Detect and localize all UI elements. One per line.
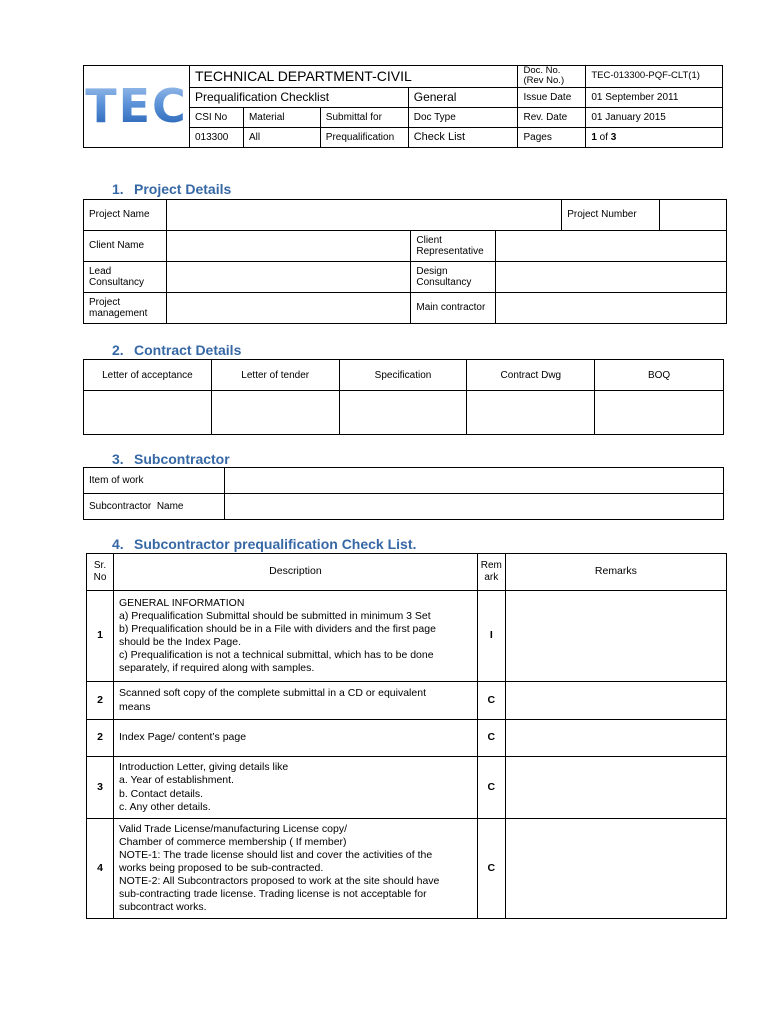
design-consultancy-value[interactable] — [496, 262, 727, 293]
client-name-label: Client Name — [84, 231, 167, 262]
col-header-remark: Rem ark — [477, 554, 505, 591]
contract-header: BOQ — [595, 360, 724, 391]
project-name-label: Project Name — [84, 200, 167, 231]
contract-header: Letter of acceptance — [84, 360, 212, 391]
checklist-remarks-cell[interactable] — [505, 720, 726, 757]
lead-consultancy-value[interactable] — [166, 262, 410, 293]
submittal-label: Submittal for — [320, 107, 408, 127]
rev-date-label: Rev. Date — [518, 107, 586, 127]
doc-type-label: Doc Type — [408, 107, 518, 127]
pages-label: Pages — [518, 127, 586, 147]
item-of-work-label: Item of work — [84, 468, 225, 494]
document-category: General — [408, 87, 518, 107]
contract-header: Contract Dwg — [467, 360, 595, 391]
project-management-value[interactable] — [166, 293, 410, 324]
client-name-value[interactable] — [166, 231, 410, 262]
subcontractor-name-label: Subcontractor Name — [84, 494, 225, 520]
checklist-description-line: c) Prequalification is not a technical submittal, which has to be done — [118, 649, 434, 662]
checklist-remarks-cell[interactable] — [505, 682, 726, 720]
csi-value: 013300 — [189, 127, 243, 147]
checklist-description-line: means — [118, 700, 151, 713]
checklist-row — [87, 757, 727, 819]
checklist-row — [87, 720, 727, 757]
contract-value-cell[interactable] — [595, 391, 724, 435]
section-heading-contract-details: 2. Contract Details — [112, 342, 242, 358]
subcontractor-name-value[interactable] — [224, 494, 723, 520]
doc-no-label: Doc. No. (Rev No.) — [518, 66, 586, 88]
checklist-remark-code: C — [477, 720, 505, 757]
rev-date-value: 01 January 2015 — [586, 107, 723, 127]
doc-type-value: Check List — [408, 127, 518, 147]
checklist-description-line: b) Prequalification should be in a File with dividers and the first page — [118, 622, 436, 635]
subcontractor-table — [83, 467, 724, 520]
section-heading-subcontractor: 3. Subcontractor — [112, 451, 230, 467]
checklist-sr-no: 2 — [87, 720, 114, 757]
lead-consultancy-label: Lead Consultancy — [84, 262, 167, 293]
checklist-sr-no: 2 — [87, 682, 114, 720]
company-logo — [84, 66, 190, 148]
section-heading-checklist: 4. Subcontractor prequalification Check List. — [112, 536, 417, 552]
checklist-sr-no: 4 — [87, 819, 114, 919]
checklist-description-line: should be the Index Page. — [118, 636, 241, 648]
checklist-description — [113, 720, 477, 757]
checklist-description-line: separately, if required along with samples. — [118, 662, 315, 675]
project-management-label: Project management — [84, 293, 167, 324]
checklist-description-line: works being proposed to be sub-contracted. — [118, 861, 324, 874]
client-representative-label: Client Representative — [411, 231, 496, 262]
issue-date-value: 01 September 2011 — [586, 87, 723, 107]
main-contractor-label: Main contractor — [411, 293, 496, 324]
project-number-label: Project Number — [562, 200, 660, 231]
design-consultancy-label: Design Consultancy — [411, 262, 496, 293]
submittal-value: Prequalification — [320, 127, 408, 147]
checklist-sr-no: 1 — [87, 591, 114, 682]
checklist-remarks-cell[interactable] — [505, 757, 726, 819]
csi-label: CSI No — [189, 107, 243, 127]
contract-header: Specification — [339, 360, 467, 391]
checklist-description-line: Introduction Letter, giving details like — [118, 761, 289, 774]
project-number-value[interactable] — [660, 200, 727, 231]
project-name-value[interactable] — [166, 200, 561, 231]
checklist-description — [113, 757, 477, 819]
col-header-sr-no: Sr. No — [87, 554, 114, 591]
section-heading-project-details: 1. Project Details — [112, 181, 232, 197]
prequalification-checklist-table — [86, 553, 727, 919]
checklist-description-line: NOTE-2: All Subcontractors proposed to work at the site should have — [118, 875, 440, 888]
checklist-description — [113, 591, 477, 682]
material-label: Material — [243, 107, 320, 127]
contract-header: Letter of tender — [211, 360, 339, 391]
checklist-description-line: GENERAL INFORMATION — [118, 596, 245, 609]
item-of-work-value[interactable] — [224, 468, 723, 494]
checklist-description-line: subcontract works. — [118, 901, 207, 914]
checklist-description-line: b. Contact details. — [118, 787, 204, 800]
checklist-body — [87, 591, 727, 919]
logo-text: TEC — [85, 79, 188, 134]
checklist-description-line: Index Page/ content’s page — [118, 731, 247, 744]
checklist-description-line: Chamber of commerce membership ( If member) — [118, 835, 347, 848]
contract-value-cell[interactable] — [211, 391, 339, 435]
checklist-remark-code: C — [477, 682, 505, 720]
checklist-sr-no: 3 — [87, 757, 114, 819]
pages-value: 1 of 3 — [586, 127, 723, 147]
checklist-description-line: NOTE-1: The trade license should list and cover the activities of the — [118, 848, 433, 861]
contract-value-cell[interactable] — [339, 391, 467, 435]
checklist-row — [87, 591, 727, 682]
document-title: Prequalification Checklist — [189, 87, 408, 107]
checklist-remark-code: I — [477, 591, 505, 682]
project-details-table — [83, 199, 727, 324]
contract-value-cell[interactable] — [467, 391, 595, 435]
checklist-description-line: Valid Trade License/manufacturing License copy/ — [118, 822, 348, 835]
checklist-row — [87, 682, 727, 720]
checklist-remark-code: C — [477, 757, 505, 819]
material-value: All — [243, 127, 320, 147]
contract-value-cell[interactable] — [84, 391, 212, 435]
checklist-remarks-cell[interactable] — [505, 819, 726, 919]
document-header-table — [83, 65, 723, 148]
col-header-remarks: Remarks — [505, 554, 726, 591]
issue-date-label: Issue Date — [518, 87, 586, 107]
main-contractor-value[interactable] — [496, 293, 727, 324]
checklist-remarks-cell[interactable] — [505, 591, 726, 682]
checklist-description-line: Scanned soft copy of the complete submittal in a CD or equivalent — [118, 687, 426, 700]
checklist-description-line: c. Any other details. — [118, 800, 211, 813]
contract-details-table — [83, 359, 724, 435]
department-title: TECHNICAL DEPARTMENT-CIVIL — [189, 66, 517, 88]
checklist-description-line: a. Year of establishment. — [118, 774, 234, 787]
client-representative-value[interactable] — [496, 231, 727, 262]
checklist-remark-code: C — [477, 819, 505, 919]
col-header-description: Description — [113, 554, 477, 591]
checklist-row — [87, 819, 727, 919]
doc-no-value: TEC-013300-PQF-CLT(1) — [586, 66, 723, 88]
checklist-description-line: a) Prequalification Submittal should be submitted in minimum 3 Set — [118, 609, 431, 622]
checklist-description — [113, 819, 477, 919]
checklist-description-line: sub-contracting trade license. Trading license is not acceptable for — [118, 888, 427, 901]
checklist-description — [113, 682, 477, 720]
